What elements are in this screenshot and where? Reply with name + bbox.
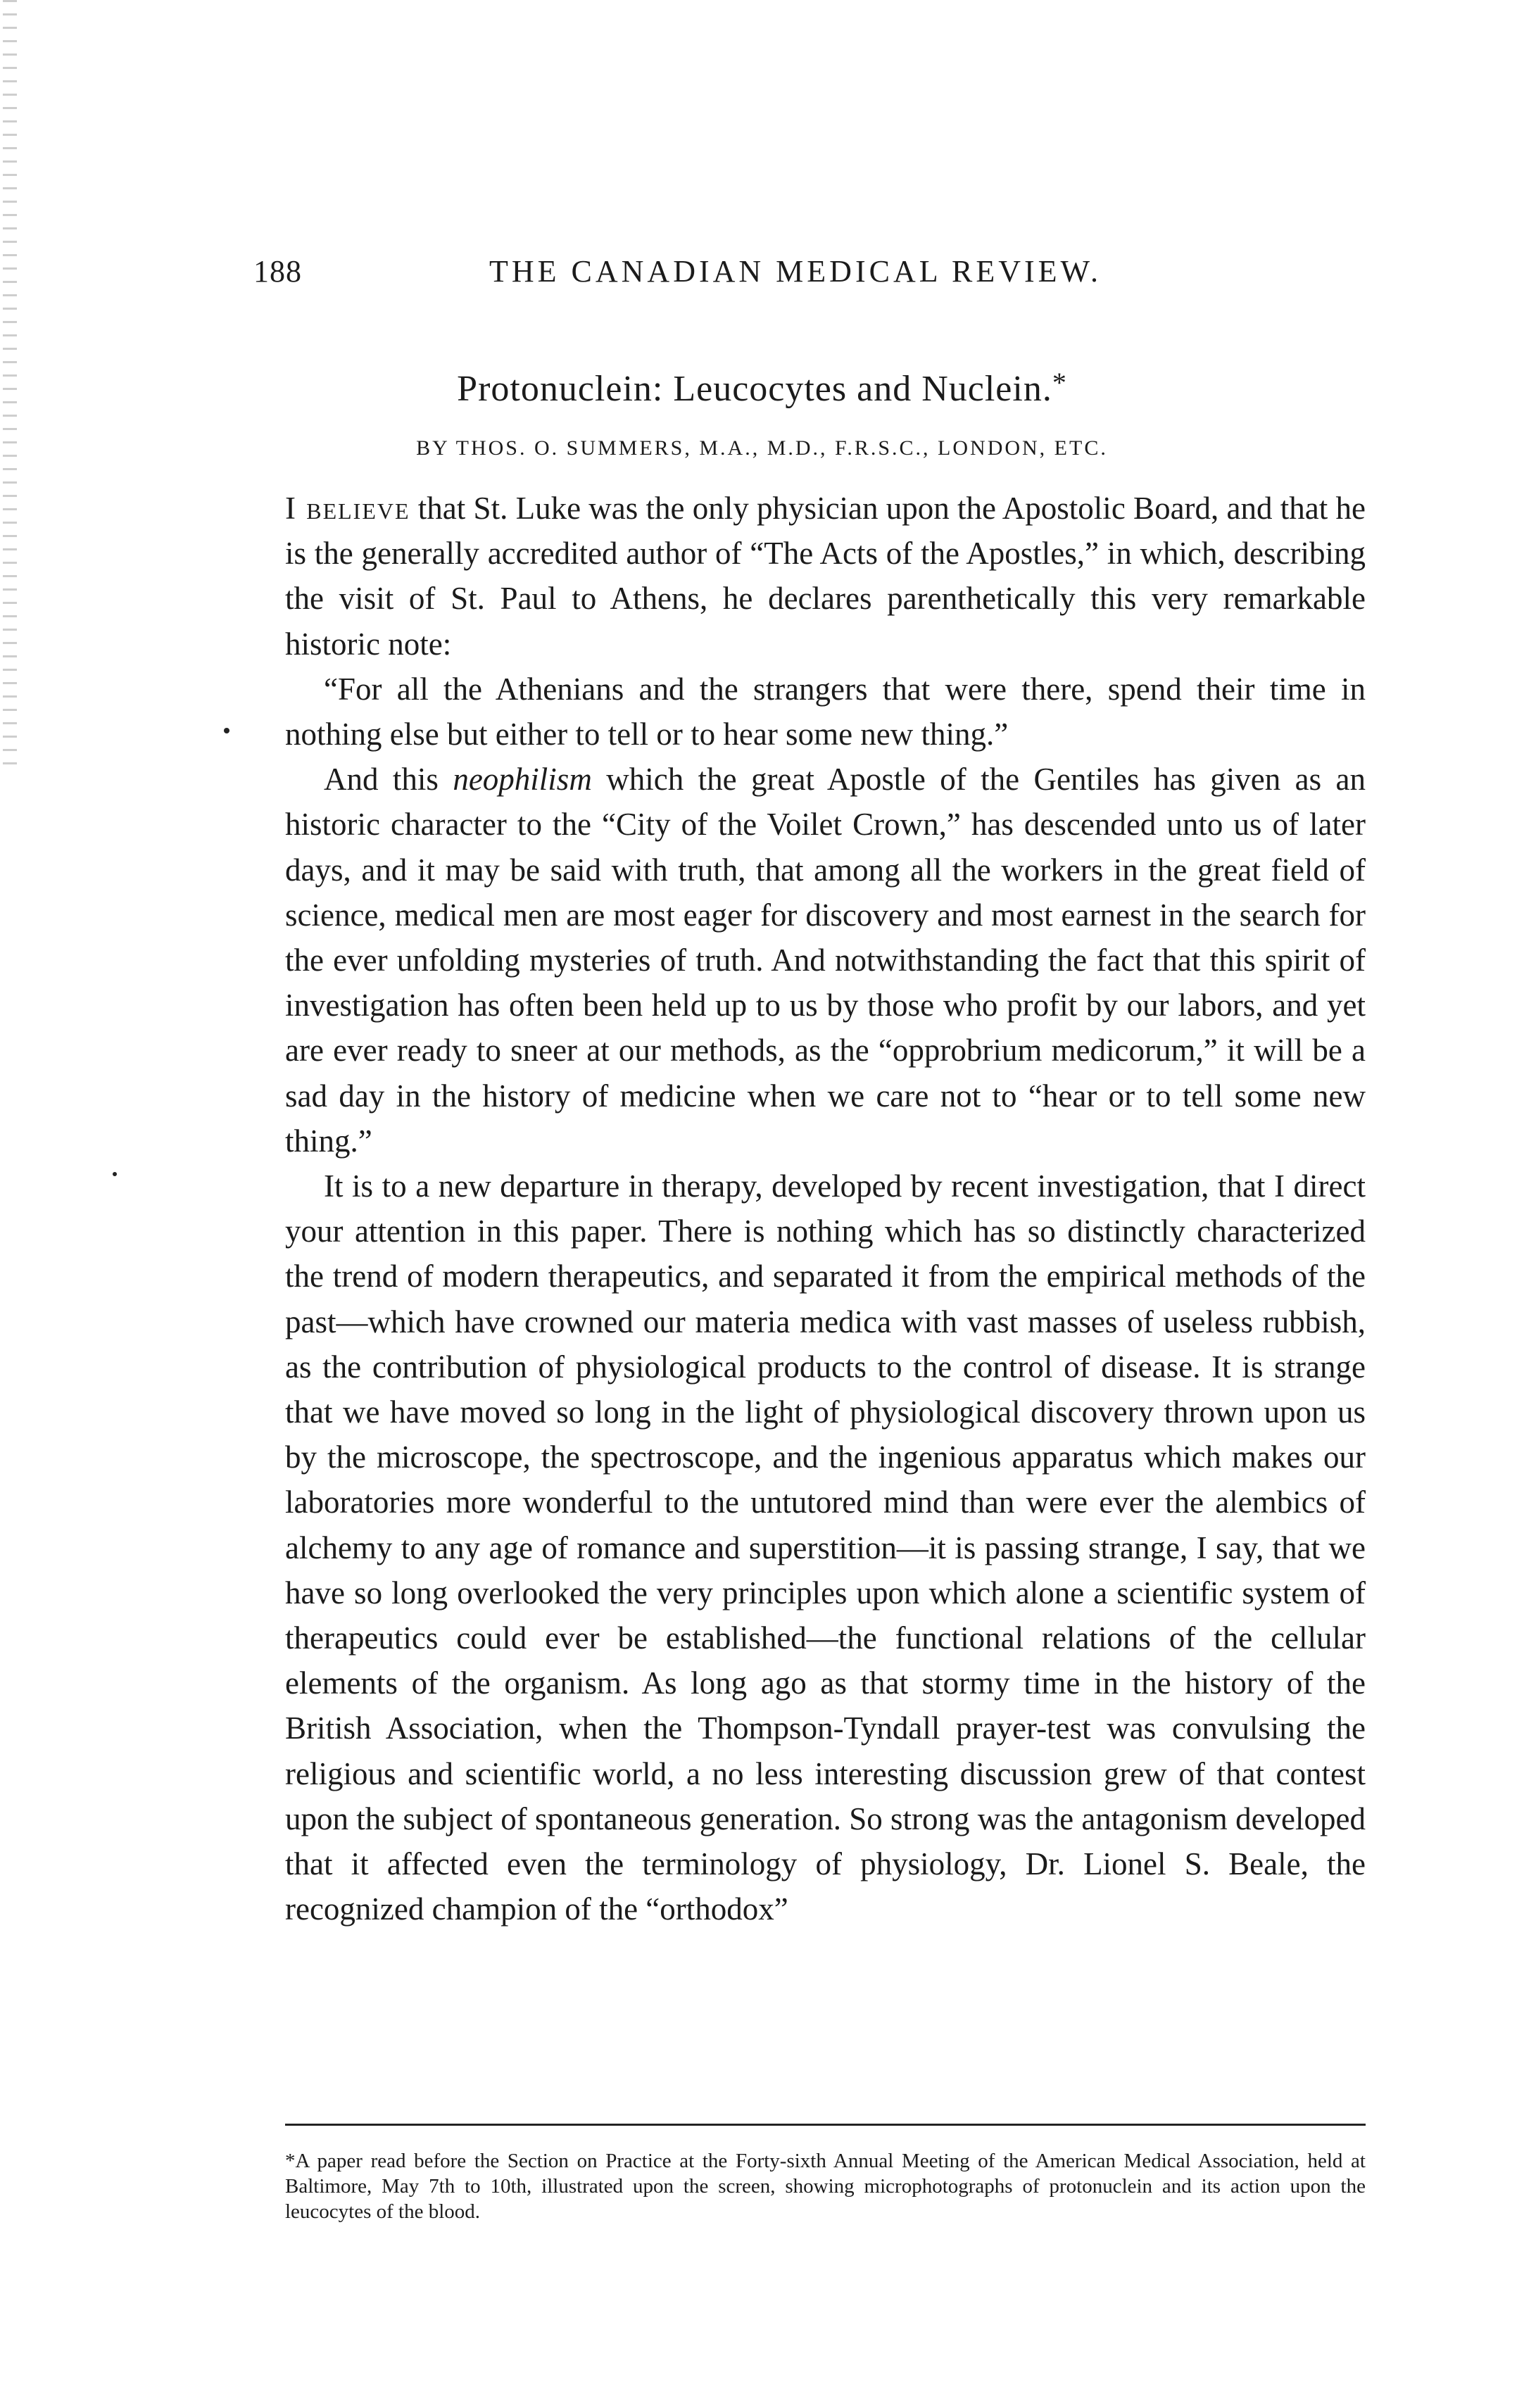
page-header [253,253,1267,303]
article-title-text: Protonuclein: Leucocytes and Nuclein. [457,369,1052,409]
italic-term: neophilism [453,762,592,798]
footnote: *A paper read before the Section on Practice at the Forty-sixth Annual Meeting of the American Medical Association, held at Baltimore, May 7th to 10th, illustrated upon the screen, showing microphotographs of protonuclein and its action upon the leucocytes of the blood. [285,2150,1366,2223]
scan-speck [113,1172,117,1176]
paragraph-quote: “For all the Athenians and the strangers that were there, spend their time in nothing else but either to tell or to hear some new thing.” [285,671,1366,752]
running-head: THE CANADIAN MEDICAL REVIEW. [489,254,1102,289]
paragraph-4: It is to a new departure in therapy, developed by recent investigation, that I direct your attention in this paper. There is nothing which has so distinctly characterized the trend of modern therapeutics, and separated it from the empirical methods of the past—which have crowned our materia medica with vast masses of useless rubbish, as the contribution of physiological products to the control of disease. It is strange that we have moved so long in the light of physiological discovery thrown upon us by the microscope, the spectroscope, and the ingenious apparatus which makes our laboratories more wonderful to the untutored mind than were ever the alembics of alchemy to any age of romance and superstition—it is passing strange, I say, that we have so long overlooked the very principles upon which alone a scientific system of therapeutics could ever be established—the functional relations of the cellular elements of the organism. As long ago as that stormy time in the history of the British Association, when the Thompson-Tyndall prayer-test was convulsing the religious and scientific world, a no less interesting discussion grew of that contest upon the subject of spontaneous generation. So strong was the antagonism developed that it affected even the terminology of physiology, Dr. Lionel S. Beale, the recognized champion of the “orthodox” [285,1168,1366,1927]
paragraph-1 [285,486,1366,667]
paragraph-3 [285,757,1366,1164]
page-number: 188 [253,254,302,289]
article-body [285,486,1366,1932]
article-byline: BY THOS. O. SUMMERS, M.A., M.D., F.R.S.C., LONDON, ETC. [416,436,1108,460]
paragraph-1-text: that St. Luke was the only physician upon the Apostolic Board, and that he is the generally accredited author of “The Acts of the Apostles,” in which, describing the visit of St. Paul to Athens, he declares parenthetically this very remarkable historic note: [285,491,1366,662]
paragraph-3-text-a: And this [324,762,453,798]
paragraph-lead-smallcaps: I believe [285,491,410,526]
paragraph-3-text-b: which the great Apostle of the Gentiles has given as an historic character to the “City of the Voilet Crown,” has descended unto us of later days, and it may be said with truth, that among all the workers in the great field of science, medical men are most eager for discovery and most earnest in the search for the ever unfolding mysteries of truth. And notwithstanding the fact that this spirit of investigation has often been held up to us by those who profit by our labors, and yet are ever ready to sneer at our methods, as the “opprobrium medicorum,” it will be a sad day in the history of medicine when we care not to “hear or to tell some new thing.” [285,762,1366,1159]
footnote-marker: * [1052,367,1067,398]
article-title [0,366,1524,410]
scan-speck [224,728,229,733]
footnote-divider [285,2124,1366,2126]
